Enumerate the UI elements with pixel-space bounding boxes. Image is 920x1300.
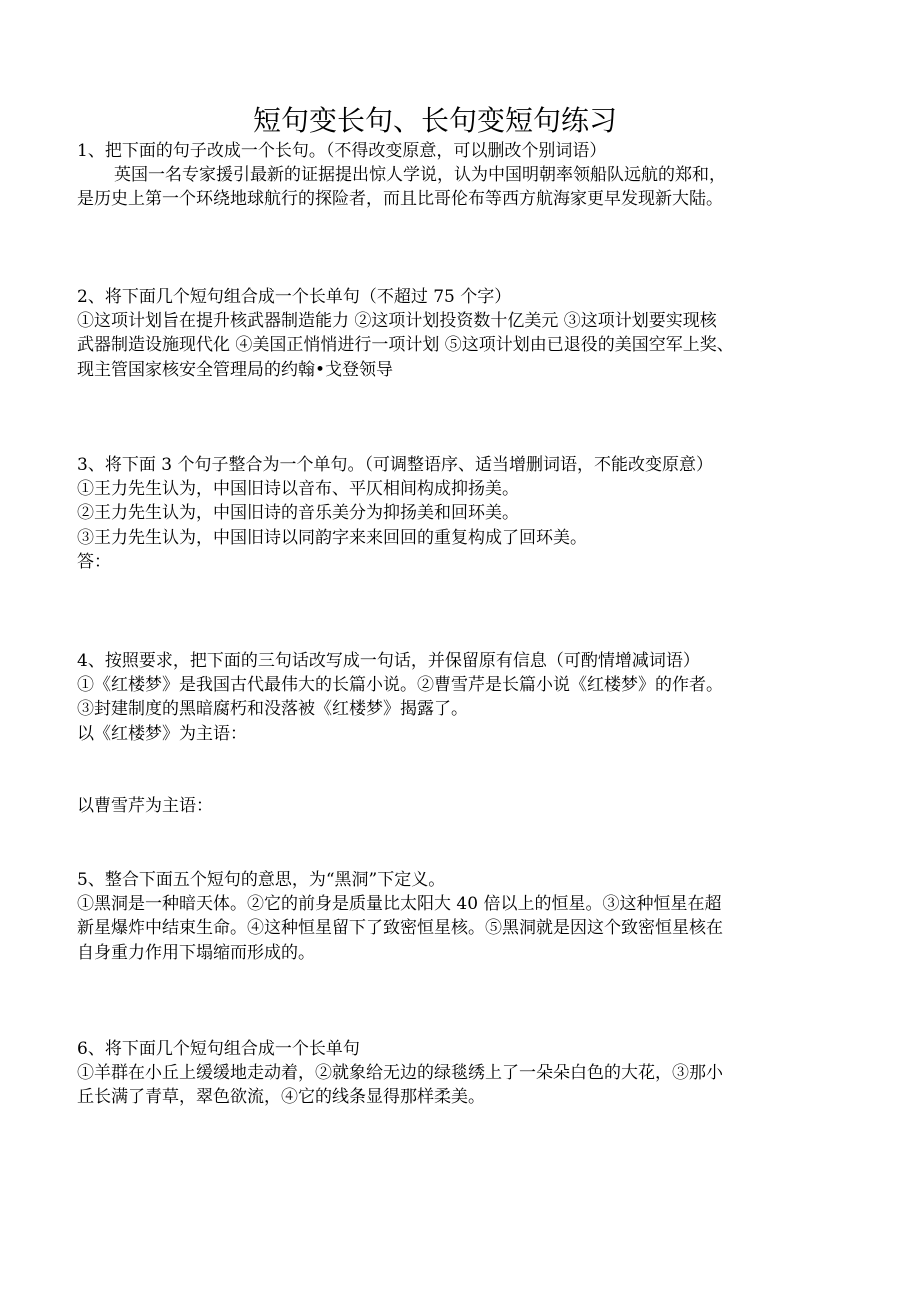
question-4 [77, 649, 807, 746]
question-text: ③王力先生认为，中国旧诗以同韵字来来回回的重复构成了回环美。 [77, 527, 587, 548]
question-1 [77, 139, 807, 212]
answer-label: 答： [77, 551, 111, 572]
question-text: ②王力先生认为，中国旧诗的音乐美分为抑扬美和回环美。 [77, 503, 519, 524]
question-heading: 6、将下面几个短句组合成一个长单句 [77, 1039, 360, 1059]
answer-prompt: 以曹雪芹为主语： [77, 796, 213, 816]
question-text: ①羊群在小丘上缓缓地走动着，②就象给无边的绿毯绣上了一朵朵白色的大花，③那小 [77, 1063, 723, 1084]
question-text: ①这项计划旨在提升核武器制造能力 ②这项计划投资数十亿美元 ③这项计划要实现核 [77, 311, 717, 332]
question-text: ③封建制度的黑暗腐朽和没落被《红楼梦》揭露了。 [77, 699, 468, 720]
question-text: 自身重力作用下塌缩而形成的。 [77, 942, 315, 963]
question-text: ①《红楼梦》是我国古代最伟大的长篇小说。②曹雪芹是长篇小说《红楼梦》的作者。 [77, 675, 723, 696]
question-text: ①黑洞是一种暗天体。②它的前身是质量比太阳大 40 倍以上的恒星。③这种恒星在超 [77, 894, 722, 915]
question-heading: 2、将下面几个短句组合成一个长单句（不超过 75 个字） [77, 287, 512, 307]
question-text: 武器制造设施现代化 ④美国正悄悄进行一项计划 ⑤这项计划由已退役的美国空军上奖、 [77, 335, 734, 356]
question-text: 新星爆炸中结束生命。④这种恒星留下了致密恒星核。⑤黑洞就是因这个致密恒星核在 [77, 918, 723, 939]
question-heading: 3、将下面 3 个句子整合为一个单句。（可调整语序、适当增删词语，不能改变原意） [77, 455, 713, 475]
question-text: 现主管国家核安全管理局的约翰•戈登领导 [77, 359, 394, 380]
answer-prompt: 以《红楼梦》为主语： [77, 723, 247, 744]
question-heading: 5、整合下面五个短句的意思，为“黑洞”下定义。 [77, 870, 446, 890]
question-heading: 1、把下面的句子改成一个长句。（不得改变原意，可以删改个别词语） [77, 141, 607, 161]
page-title: 短句变长句、长句变短句练习 [252, 104, 617, 137]
question-heading: 4、按照要求，把下面的三句话改写成一句话，并保留原有信息（可酌情增减词语） [77, 651, 700, 671]
question-3 [77, 453, 807, 574]
question-text: ①王力先生认为，中国旧诗以音布、平仄相间构成抑扬美。 [77, 479, 519, 500]
question-6 [77, 1037, 807, 1110]
question-text: 是历史上第一个环绕地球航行的探险者，而且比哥伦布等西方航海家更早发现新大陆。 [77, 189, 723, 210]
question-2 [77, 285, 807, 382]
question-4-prompt-2 [77, 794, 807, 818]
question-5 [77, 868, 807, 965]
question-text: 丘长满了青草，翠色欲流，④它的线条显得那样柔美。 [77, 1087, 485, 1108]
question-text: 英国一名专家援引最新的证据提出惊人学说，认为中国明朝率领船队远航的郑和， [114, 165, 726, 186]
